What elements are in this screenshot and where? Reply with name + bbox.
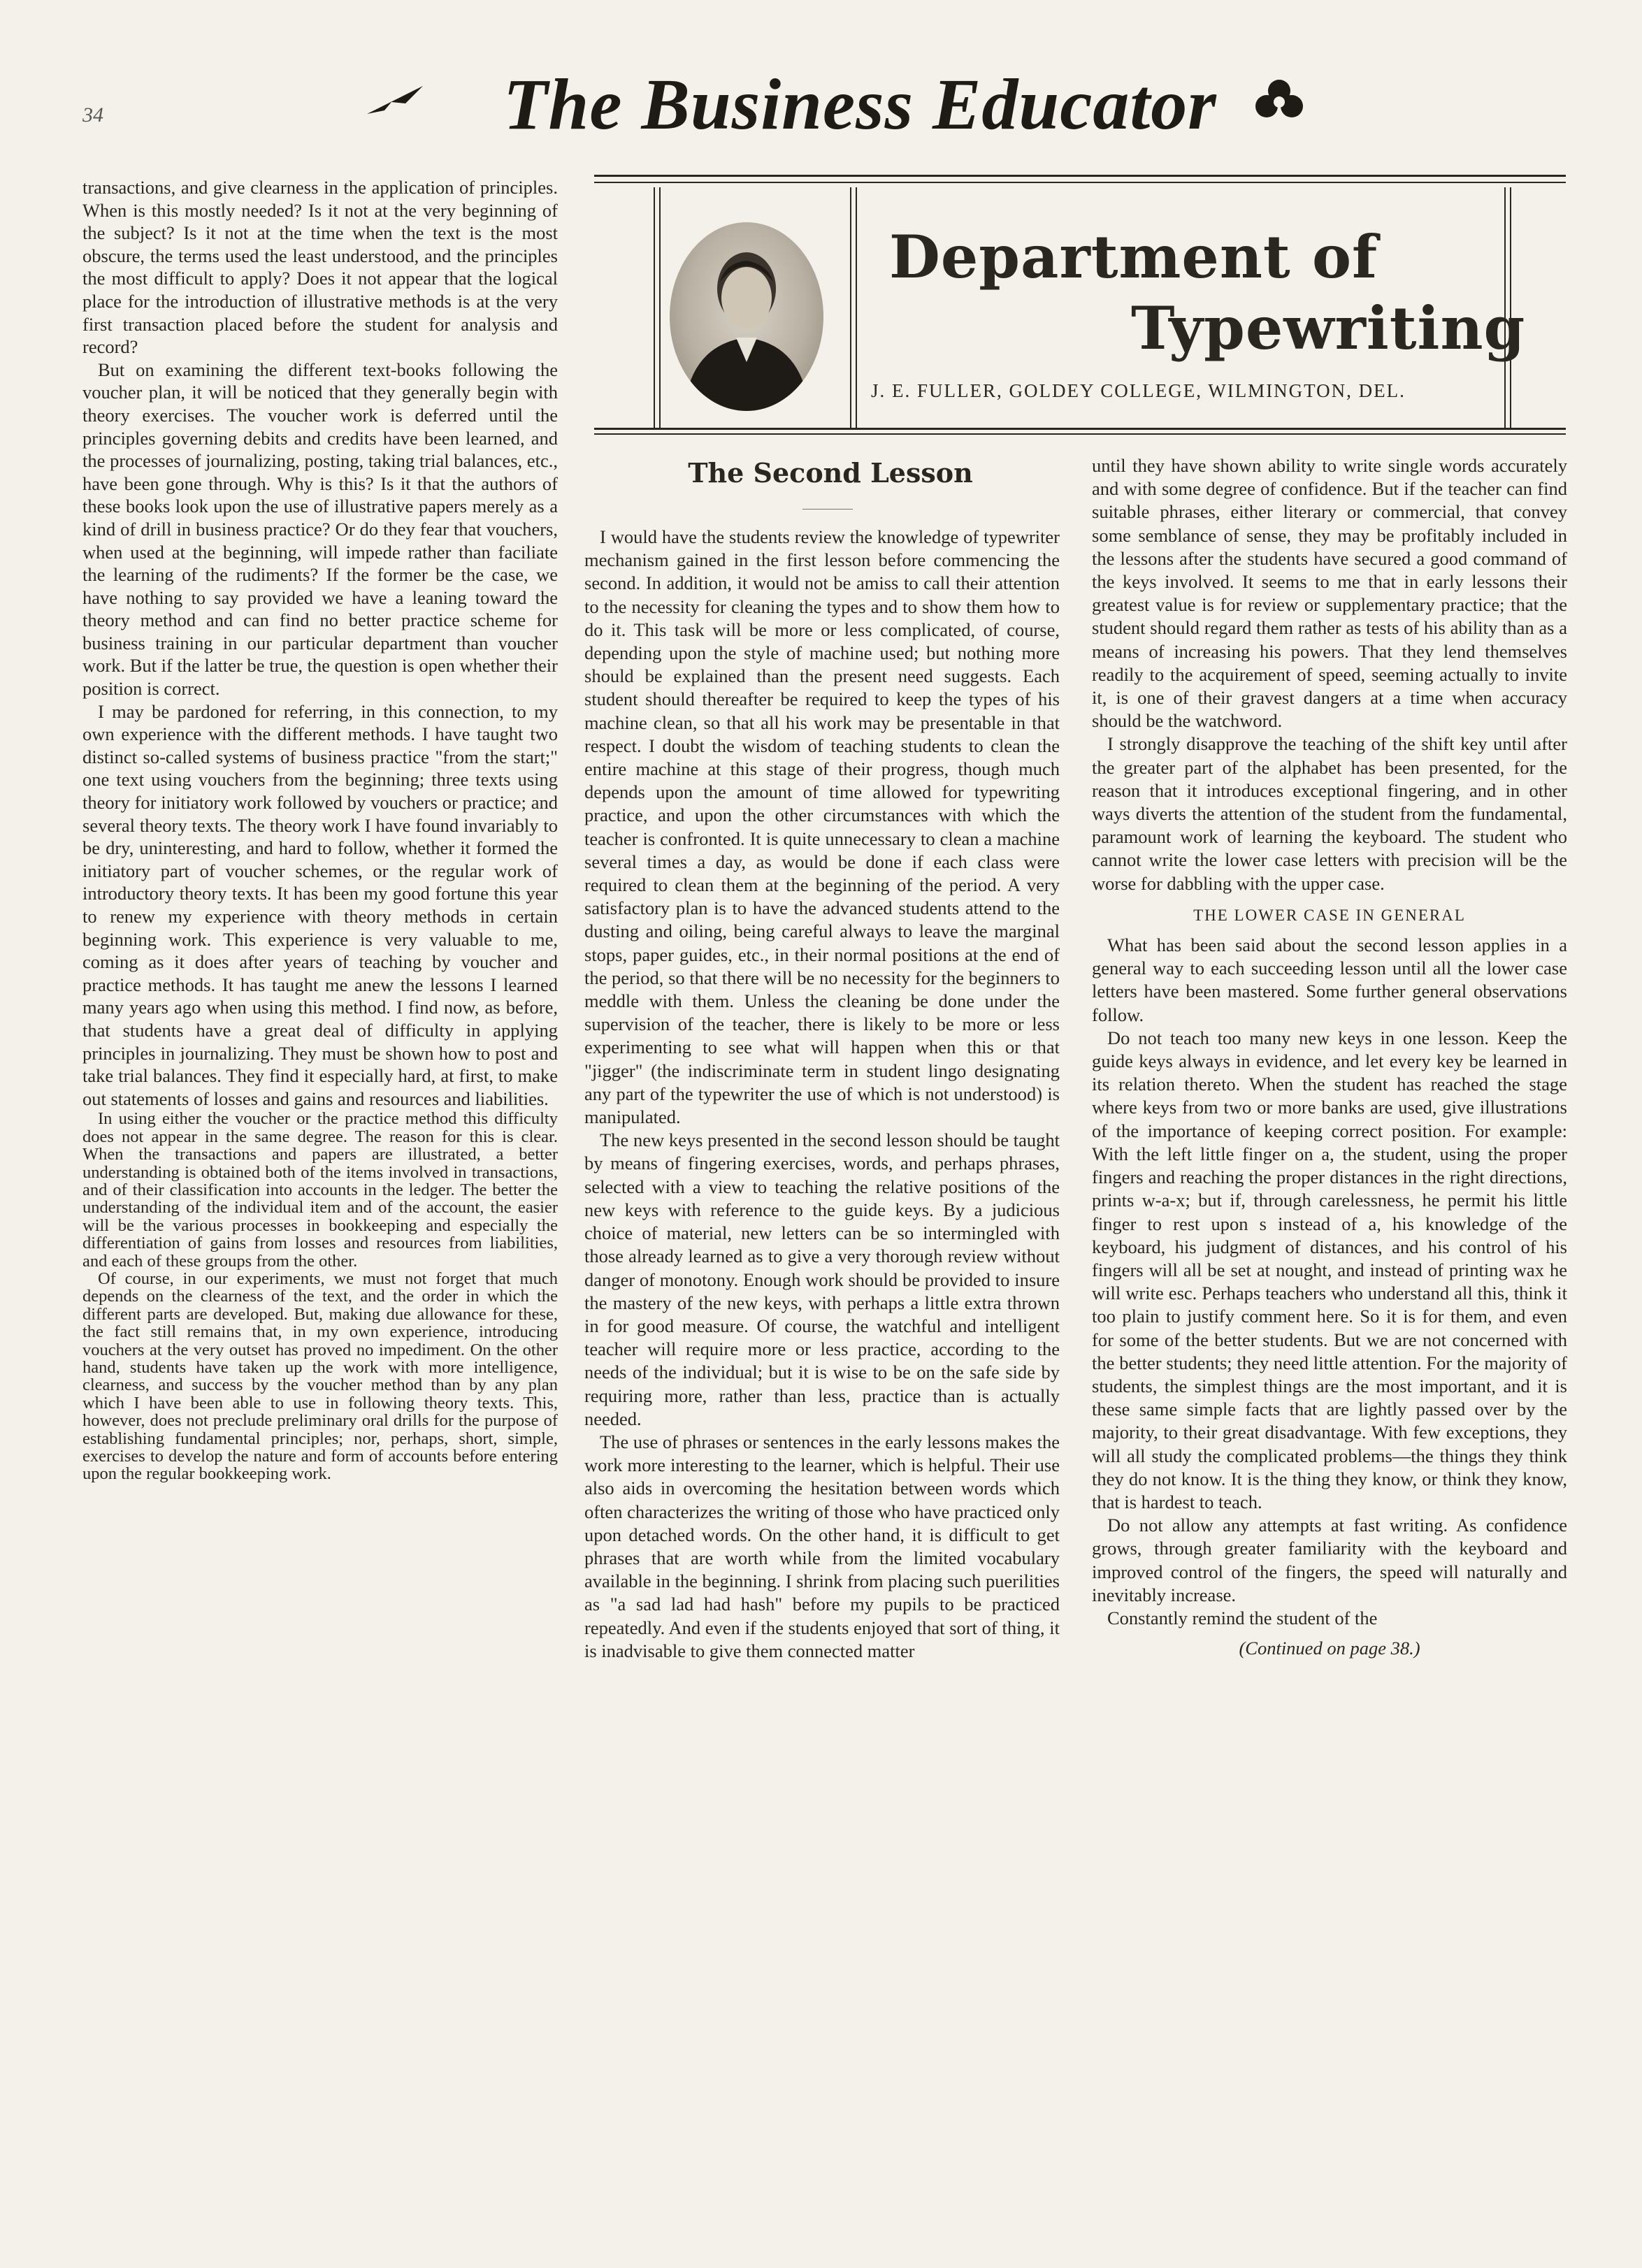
department-title-line1: Department of: [889, 222, 1378, 291]
box-bottom-rule: [594, 428, 1566, 430]
box-bottom-rule-2: [594, 433, 1566, 435]
column-1: [82, 176, 558, 1483]
box-divider-2: [856, 187, 857, 428]
box-left-rule: [654, 187, 655, 428]
box-divider: [850, 187, 851, 428]
paragraph: What has been said about the second lesson applies in a general way to each succeeding lesson until all the lower case letters have been mastered. Some further general observations follow.: [1092, 934, 1567, 1025]
continued-note: (Continued on page 38.): [1239, 1638, 1420, 1659]
section-subheading: THE LOWER CASE IN GENERAL: [1193, 906, 1466, 924]
paragraph: Do not teach too many new keys in one lesson. Keep the guide keys always in evidence, and let every key be learned in its relation thereto. When the student has reached the stage where keys from two or more banks are used, give illustrations of the importance of keeping correct position. For example: With the left little finger on a, the student, using the proper fingers and reaching the proper distances in the right directions, prints w-a-x; but if, through carelessness, he permit his little finger to rest upon s instead of a, his knowledge of the keyboard, his judgment of distances, and his control of his fingers will all be set at nought, and instead of printing wax he will write esc. Perhaps teachers who understand all this, think it too plain to justify comment here. So it is for them, and even for some of the better students. But we are not concerned with the better students; they need little attention. For the majority of students, the simplest things are the most important, and it is these same simple facts that are lightly passed over by the majority, to their great disadvantage. With few exceptions, they will all study the complicated problems—the things they think they do not know. It is the thing they know, or think they know, that is hardest to teach.: [1092, 1027, 1567, 1512]
paragraph: transactions, and give clearness in the application of principles. When is this mostly needed? Is it not at the very beginning of the subject? Is it not at the time when the text is the most obscure, the terms used the least understood, and the principles the most difficult to apply? Does it not appear that the logical place for the introduction of illustrative methods is at the very first transaction placed before the student for analysis and record?: [82, 177, 558, 358]
paragraph: I would have the students review the knowledge of typewriter mechanism gained in the first lesson before commencing the second. In addition, it would not be amiss to call their attention to the necessity for cleaning the types and to show them how to do it. This task will be more or less complicated, of course, depending upon the style of machine used; but nothing more should be explained than the present need suggests. Each student should thereafter be required to keep the types of his machine clean, so that all his work may be presentable in that respect. I doubt the wisdom of teaching students to clean the entire machine at this stage of their progress, though much depends upon the amount of time allowed for typewriting practice, and upon the other circumstances with which the teacher is confronted. It is quite unnecessary to clean a machine several times a day, as would be done if each class were required to clean them at the beginning of the period. A very satisfactory plan is to have the advanced students attend to the dusting and oiling, being careful always to leave the marginal stops, paper guides, etc., in their normal positions at the end of the period, so that there will be no necessity for the beginners to meddle with them. Unless the cleaning be done under the supervision of the teacher, there is likely to be more or less experimenting to see what will happen when this or that "jigger" (the indiscriminate term in student lingo designating any part of the typewriter the use of which is not understood) is manipulated.: [584, 526, 1060, 1128]
paragraph: But on examining the different text-books following the voucher plan, it will be noticed that they generally begin with theory exercises. The voucher work is deferred until the principles governing debits and credits have been learned, and the processes of journalizing, posting, taking trial balances, etc., have been gone through. Why is this? Is it that the authors of these books look upon the use of illustrative papers merely as a kind of drill in business practice? Or do they fear that vouchers, when used at the beginning, will impede rather than faciliate the learning of the rudiments? If the former be the case, we have nothing to say provided we have a leaning toward the theory method and can find no better practice scheme for business training in our particular department than voucher work. But if the latter be true, the question is open whether their position is correct.: [82, 359, 558, 700]
department-title-line2: Typewriting: [1131, 294, 1526, 363]
page-number: 34: [82, 103, 103, 127]
title-dash: [802, 509, 853, 510]
paragraph: In using either the voucher or the practice method this difficulty does not appear in the same degree. The reason for this is clear. When the transactions and papers are illustrated, a better understanding is obtained both of the items involved in transactions, and of their classification into accounts in the ledger. The better the understanding of the individual item and of the account, the easier will be the various processes in bookkeeping and especially the differentiation of gains from losses and resources from liabilities, and each of these groups from the other.: [82, 1109, 558, 1271]
paragraph: I strongly disapprove the teaching of the shift key until after the greater part of the alphabet has been presented, for the reason that it introduces exceptional fingering, and in other ways diverts the attention of the student from the fundamental, paramount work of learning the keyboard. The student who cannot write the lower case letters with precision will be the worse for dabbling with the upper case.: [1092, 733, 1567, 894]
paragraph: Constantly remind the student of the: [1107, 1607, 1378, 1628]
emblem-icon: [1251, 71, 1307, 127]
box-left-rule-2: [659, 187, 661, 428]
author-portrait: [670, 222, 823, 411]
paragraph: The new keys presented in the second lesson should be taught by means of fingering exercises, words, and perhaps phrases, selected with a view to teaching the relative positions of the new keys with reference to the guide keys. By a judicious choice of material, new letters can be so intermingled with those already learned as to give a very thorough review without danger of monotony. Enough work should be provided to insure the mastery of the new keys, with perhaps a little extra thrown in for good measure. Of course, the watchful and intelligent teacher will require more or less practice, according to the needs of the individual; but it is wise to be on the safe side by requiring more, rather than less, practice than is actually needed.: [584, 1129, 1060, 1429]
column-2: [584, 526, 1060, 1663]
box-top-rule: [594, 175, 1566, 177]
author-byline: J. E. FULLER, GOLDEY COLLEGE, WILMINGTON, DEL.: [871, 380, 1406, 401]
paragraph: until they have shown ability to write single words accurately and with some degree of confidence. But if the teacher can find suitable phrases, either literary or commercial, that convey some semblance of sense, they may be profitably included in the lessons after the students have secured a good command of the keys involved. It seems to me that in early lessons their greatest value is for review or supplementary practice; that the student should regard them rather as tests of his ability than as a means of increasing his powers. That they lend themselves readily to the acquirement of speed, seeming actually to invite it, is one of their gravest dangers at a time when accuracy should be the watchword.: [1092, 455, 1567, 732]
box-top-rule-2: [594, 182, 1566, 183]
masthead: The Business Educator: [503, 64, 1217, 145]
paragraph: Do not allow any attempts at fast writing. As confidence grows, through greater familiarity with the keyboard and improved control of the fingers, the speed will naturally and inevitably increase.: [1092, 1515, 1567, 1605]
paragraph: I may be pardoned for referring, in this connection, to my own experience with the different methods. I have taught two distinct so-called systems of business practice "from the start;" one text using vouchers from the beginning; three texts using theory for initiatory work followed by vouchers or practice; and several theory texts. The theory work I have found invariably to be dry, uninteresting, and hard to follow, whether it formed the initiatory part of voucher schemes, or the regular work of introductory theory texts. It has been my good fortune this year to renew my experience with theory methods in certain beginning work. This experience is very valuable to me, coming as it does after years of teaching by voucher and practice methods. It has taught me anew the lessons I learned many years ago when using this method. I find now, as before, that students have a great deal of difficulty in applying principles in journalizing. They must be shown how to post and take trial balances. They find it especially hard, at first, to make out statements of losses and gains and resources and liabilities.: [82, 700, 558, 1109]
column-3: [1092, 454, 1567, 1660]
article-title: The Second Lesson: [688, 457, 973, 489]
quill-icon: [363, 82, 426, 117]
paragraph: The use of phrases or sentences in the early lessons makes the work more interesting to the learner, which is helpful. Their use also aids in overcoming the hesitation between words which often characterizes the writing of those who have practiced only upon detached words. On the other hand, it is difficult to get phrases that are worth while from the limited vocabulary available in the beginning. I shrink from placing such puerilities as "a sad lad had hash" before my pupils to be practiced repeatedly. And even if the students enjoyed that sort of thing, it is inadvisable to give them connected matter: [584, 1431, 1060, 1661]
paragraph: Of course, in our experiments, we must not forget that much depends on the clearness of the text, and the order in which the different parts are developed. But, making due allowance for these, the fact still remains that, in my own experience, introducing vouchers at the very outset has proved no impediment. On the other hand, students have taken up the work with more intelligence, clearness, and success by the voucher method than by any plan which I have been able to use in following theory texts. This, however, does not preclude preliminary oral drills for the purpose of establishing fundamental principles; nor, perhaps, short, simple, exercises to develop the nature and form of accounts before entering upon the regular bookkeeping work.: [82, 1269, 558, 1484]
